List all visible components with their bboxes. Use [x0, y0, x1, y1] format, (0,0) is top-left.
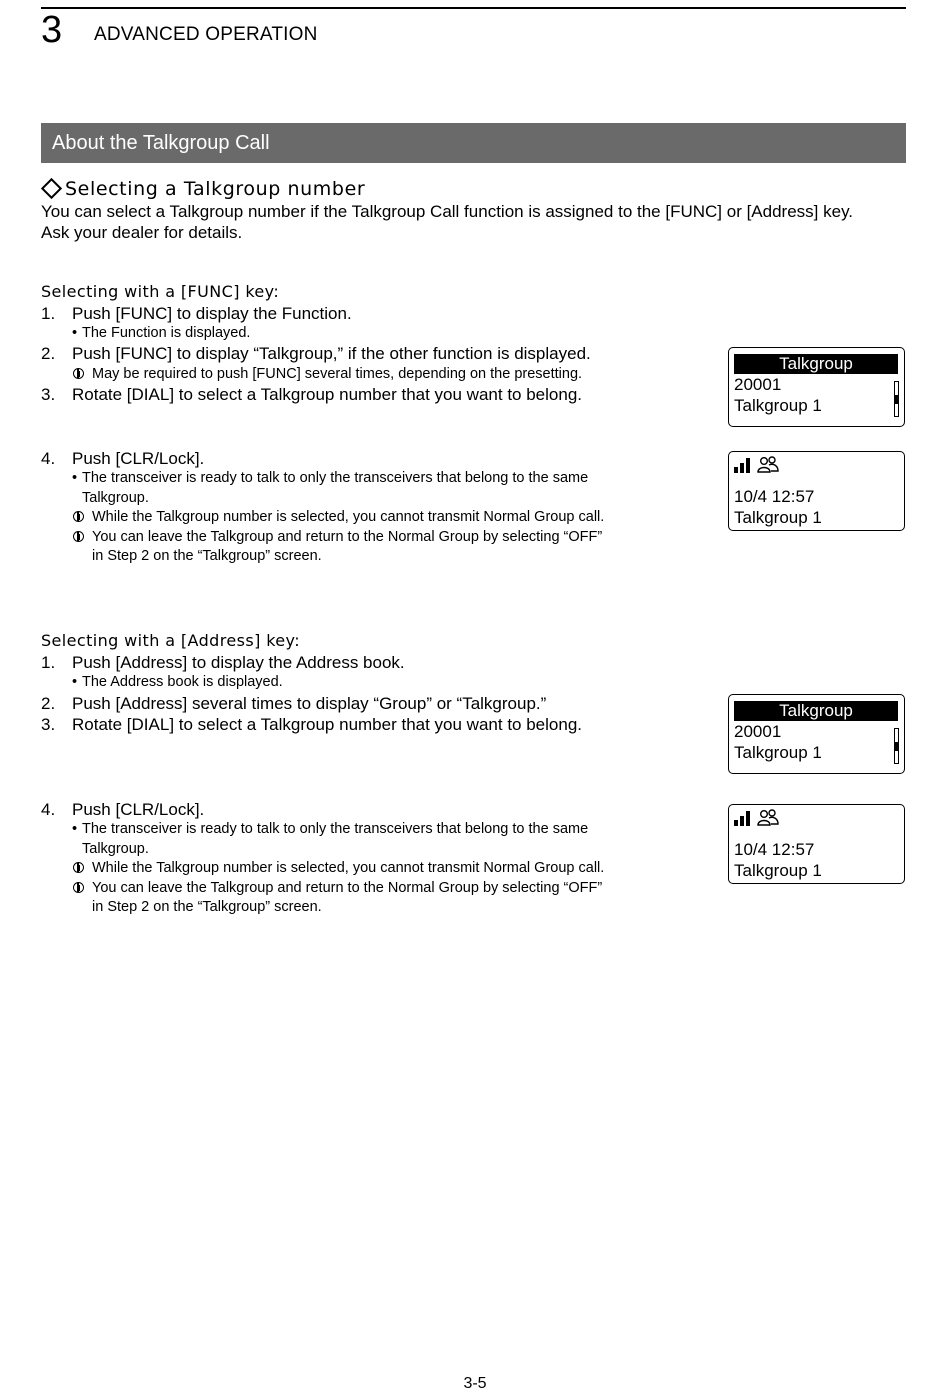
lcd-talkgroup-name: Talkgroup 1 — [734, 743, 822, 762]
group-icon — [757, 808, 779, 826]
signal-strength-icon — [734, 810, 754, 826]
note-text: The Function is displayed. — [82, 325, 251, 341]
info-icon — [73, 531, 84, 542]
lcd-datetime: 10/4 12:57 — [734, 487, 815, 506]
section-title: About the Talkgroup Call — [52, 132, 270, 154]
note-text: You can leave the Talkgroup and return to the Normal Group by selecting “OFF” — [92, 880, 603, 896]
step-text: Rotate [DIAL] to select a Talkgroup number that you want to belong. — [72, 385, 582, 404]
lcd-talkgroup-name: Talkgroup 1 — [734, 861, 822, 880]
note-text: While the Talkgroup number is selected, you cannot transmit Normal Group call. — [92, 509, 605, 525]
subsection-heading — [41, 177, 365, 201]
step-text: Push [FUNC] to display the Function. — [72, 304, 352, 323]
signal-strength-icon — [734, 457, 754, 473]
subsection-title: Selecting a Talkgroup number — [65, 178, 366, 200]
lcd-header: Talkgroup — [734, 701, 898, 721]
bullet: • — [72, 470, 78, 486]
step-number: 2. — [41, 694, 56, 713]
step-number: 2. — [41, 344, 56, 363]
top-rule — [41, 7, 906, 9]
intro-line-1: You can select a Talkgroup number if the Talkgroup Call function is assigned to the [FUNC] or [Address] key. — [41, 202, 854, 221]
step-number: 1. — [41, 304, 56, 323]
lcd-ready-screen — [728, 451, 905, 531]
lcd-talkgroup-number: 20001 — [734, 375, 782, 394]
lcd-talkgroup-name: Talkgroup 1 — [734, 396, 822, 415]
section-title-bar — [41, 123, 906, 163]
step-text: Push [CLR/Lock]. — [72, 800, 205, 819]
info-icon — [73, 511, 84, 522]
step-text: Rotate [DIAL] to select a Talkgroup number that you want to belong. — [72, 715, 582, 734]
note-text: in Step 2 on the “Talkgroup” screen. — [92, 548, 322, 564]
scroll-bar-icon — [894, 381, 899, 417]
diamond-icon — [41, 178, 62, 199]
intro-line-2: Ask your dealer for details. — [41, 223, 243, 242]
note-text: The Address book is displayed. — [82, 674, 283, 690]
lcd-talkgroup-name: Talkgroup 1 — [734, 508, 822, 527]
note-text: While the Talkgroup number is selected, you cannot transmit Normal Group call. — [92, 860, 605, 876]
lcd-datetime: 10/4 12:57 — [734, 840, 815, 859]
bullet: • — [72, 821, 78, 837]
note-text: You can leave the Talkgroup and return to the Normal Group by selecting “OFF” — [92, 529, 603, 545]
bullet: • — [72, 674, 78, 690]
note-text: The transceiver is ready to talk to only the transceivers that belong to the same — [82, 470, 589, 486]
page-number: 3-5 — [463, 1375, 487, 1392]
info-icon — [73, 862, 84, 873]
step-number: 3. — [41, 385, 56, 404]
func-method-label: Selecting with a [FUNC] key: — [41, 282, 280, 301]
lcd-ready-screen — [728, 804, 905, 884]
step-number: 4. — [41, 800, 56, 819]
chapter-title: ADVANCED OPERATION — [94, 24, 318, 45]
note-text: in Step 2 on the “Talkgroup” screen. — [92, 899, 322, 915]
step-text: Push [Address] to display the Address book. — [72, 653, 405, 672]
lcd-header: Talkgroup — [734, 354, 898, 374]
step-number: 1. — [41, 653, 56, 672]
scroll-thumb — [895, 742, 898, 751]
note-text: Talkgroup. — [82, 490, 149, 506]
note-text: The transceiver is ready to talk to only the transceivers that belong to the same — [82, 821, 589, 837]
note-text: Talkgroup. — [82, 841, 149, 857]
bullet: • — [72, 325, 78, 341]
lcd-talkgroup-select — [728, 347, 905, 427]
step-text: Push [Address] several times to display “Group” or “Talkgroup.” — [72, 694, 547, 713]
scroll-bar-icon — [894, 728, 899, 764]
info-icon — [73, 882, 84, 893]
address-method-label: Selecting with a [Address] key: — [41, 631, 301, 650]
chapter-number: 3 — [41, 9, 63, 51]
step-text: Push [CLR/Lock]. — [72, 449, 205, 468]
scroll-thumb — [895, 395, 898, 404]
note-text: May be required to push [FUNC] several times, depending on the presetting. — [92, 366, 583, 382]
info-icon — [73, 368, 84, 379]
step-number: 4. — [41, 449, 56, 468]
group-icon — [757, 455, 779, 473]
step-number: 3. — [41, 715, 56, 734]
step-text: Push [FUNC] to display “Talkgroup,” if the other function is displayed. — [72, 344, 591, 363]
lcd-talkgroup-number: 20001 — [734, 722, 782, 741]
lcd-talkgroup-select — [728, 694, 905, 774]
